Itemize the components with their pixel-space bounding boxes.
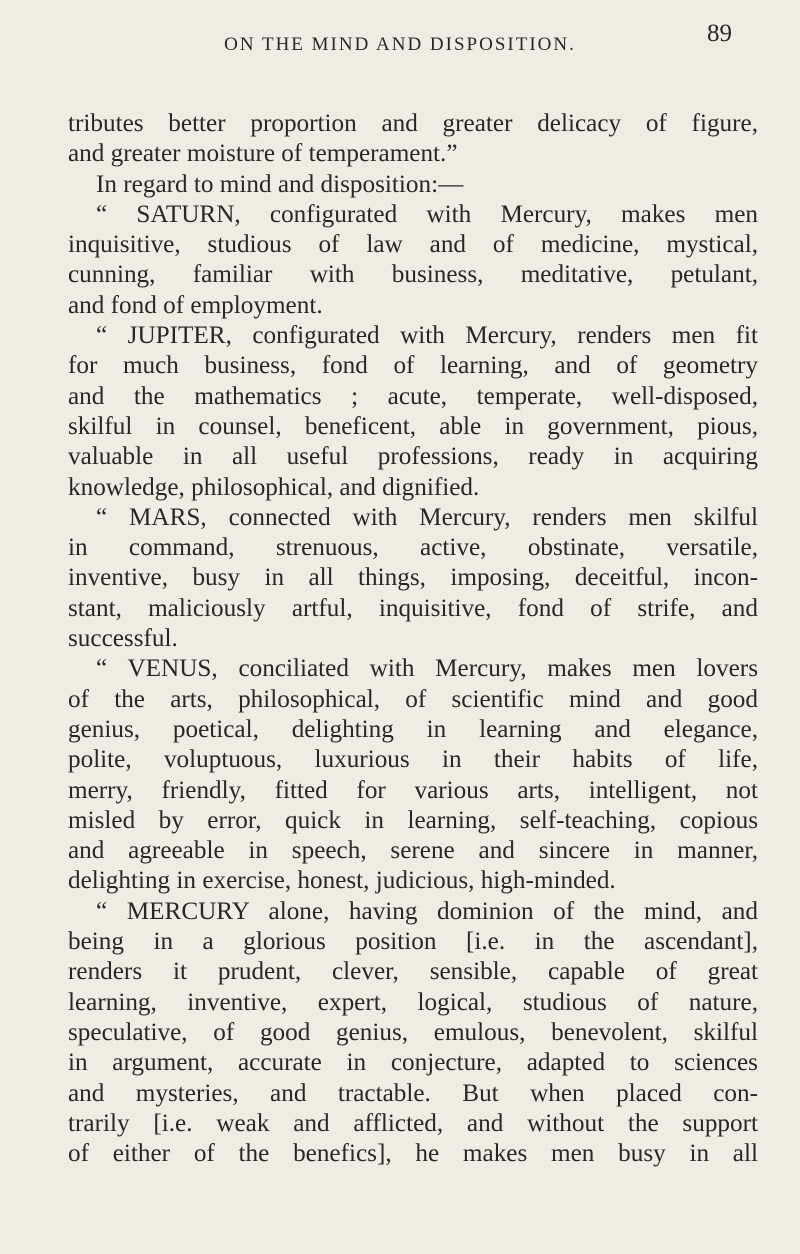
text-line: cunning, familiar with business, meditative, petulant, [68, 261, 758, 289]
text-line: successful. [68, 625, 178, 653]
text-line: inventive, busy in all things, imposing, deceitful, incon- [68, 564, 758, 592]
text-line: tributes better proportion and greater delicacy of figure, [68, 110, 758, 137]
text-line: in command, strenuous, active, obstinate, versatile, [68, 534, 758, 562]
running-title: ON THE MIND AND DISPOSITION. [224, 34, 576, 55]
text-line: In regard to mind and disposition:— [96, 170, 464, 198]
text-line: polite, voluptuous, luxurious in their habits of life, [68, 746, 758, 774]
text-line: of the arts, philosophical, of scientific mind and good [68, 685, 758, 713]
text-line: “ MERCURY alone, having dominion of the mind, and [96, 897, 758, 925]
text-line: delighting in exercise, honest, judicious, high-minded. [68, 867, 616, 895]
text-line: speculative, of good genius, emulous, benevolent, skilful [68, 1018, 758, 1046]
text-line: “ VENUS, conciliated with Mercury, makes men lovers [96, 655, 758, 683]
text-line: valuable in all useful professions, ready in acquiring [68, 443, 758, 471]
text-line: renders it prudent, clever, sensible, capable of great [68, 958, 758, 986]
text-line: being in a glorious position [i.e. in the ascendant], [68, 928, 758, 956]
text-line: and fond of employment. [68, 291, 323, 319]
text-line: for much business, fond of learning, and of geometry [68, 352, 758, 380]
text-line: skilful in counsel, beneficent, able in government, pious, [68, 412, 758, 440]
text-line: and mysteries, and tractable. But when placed con- [68, 1079, 758, 1107]
text-line: stant, maliciously artful, inquisitive, fond of strife, and [68, 594, 758, 622]
body-text [68, 109, 758, 1169]
text-line: misled by error, quick in learning, self-teaching, copious [68, 806, 758, 834]
text-line: merry, friendly, fitted for various arts, intelligent, not [68, 776, 758, 804]
text-line: knowledge, philosophical, and dignified. [68, 473, 480, 501]
text-line: trarily [i.e. weak and afflicted, and without the support [68, 1109, 758, 1137]
text-line: in argument, accurate in conjecture, adapted to sciences [68, 1049, 758, 1077]
text-line: genius, poetical, delighting in learning and elegance, [68, 715, 758, 743]
text-line: “ JUPITER, configurated with Mercury, renders men fit [96, 322, 758, 350]
text-line: learning, inventive, expert, logical, studious of nature, [68, 988, 758, 1016]
text-line: and the mathematics ; acute, temperate, well-disposed, [68, 382, 758, 410]
text-line: inquisitive, studious of law and of medicine, mystical, [68, 231, 758, 259]
text-line: “ MARS, connected with Mercury, renders men skilful [96, 503, 758, 531]
text-line: and agreeable in speech, serene and sincere in manner, [68, 837, 758, 865]
text-line: of either of the benefics], he makes men busy in all [68, 1140, 758, 1168]
text-line: and greater moisture of temperament.” [68, 140, 458, 168]
page-number: 89 [707, 20, 732, 47]
text-line: “ SATURN, configurated with Mercury, makes men [96, 200, 758, 228]
